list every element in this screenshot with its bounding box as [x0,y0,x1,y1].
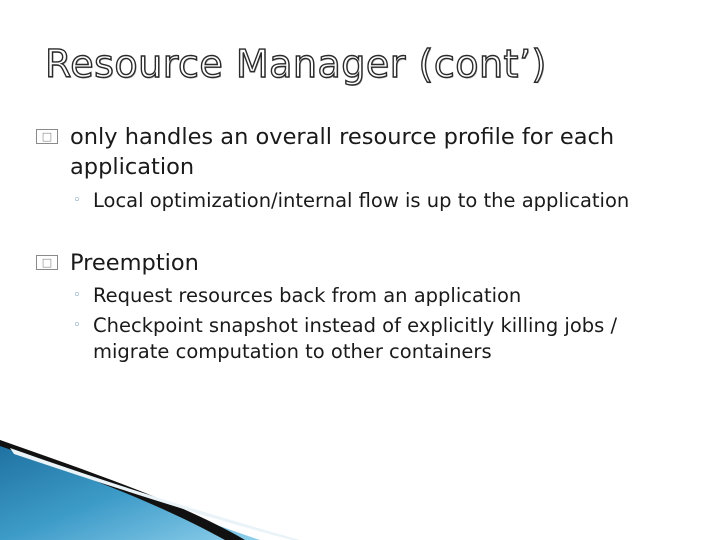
ring-bullet-icon: ◦ [73,318,81,333]
bullet-text: Preemption [70,250,199,276]
bullet-box-icon: □ [36,129,58,144]
bullet-text: only handles an overall resource profile for each application [70,124,615,180]
bullet-box-icon: □ [36,255,58,270]
sub-bullet-item [73,188,653,214]
sub-bullet-text: Local optimization/internal flow is up to the application [93,189,630,212]
sub-bullet-text: Checkpoint snapshot instead of explicitly killing jobs / migrate computation to other containers [93,314,618,363]
bullet-item-2 [41,248,630,278]
corner-swoosh-decoration [0,440,300,540]
sub-bullet-text: Request resources back from an application [93,284,522,307]
bullet-item-1 [41,122,670,182]
sub-bullet-item [73,313,653,365]
ring-bullet-icon: ◦ [73,288,81,303]
ring-bullet-icon: ◦ [73,193,81,208]
slide-title: Resource Manager (cont’) [45,42,547,86]
sub-bullet-item [73,283,653,309]
